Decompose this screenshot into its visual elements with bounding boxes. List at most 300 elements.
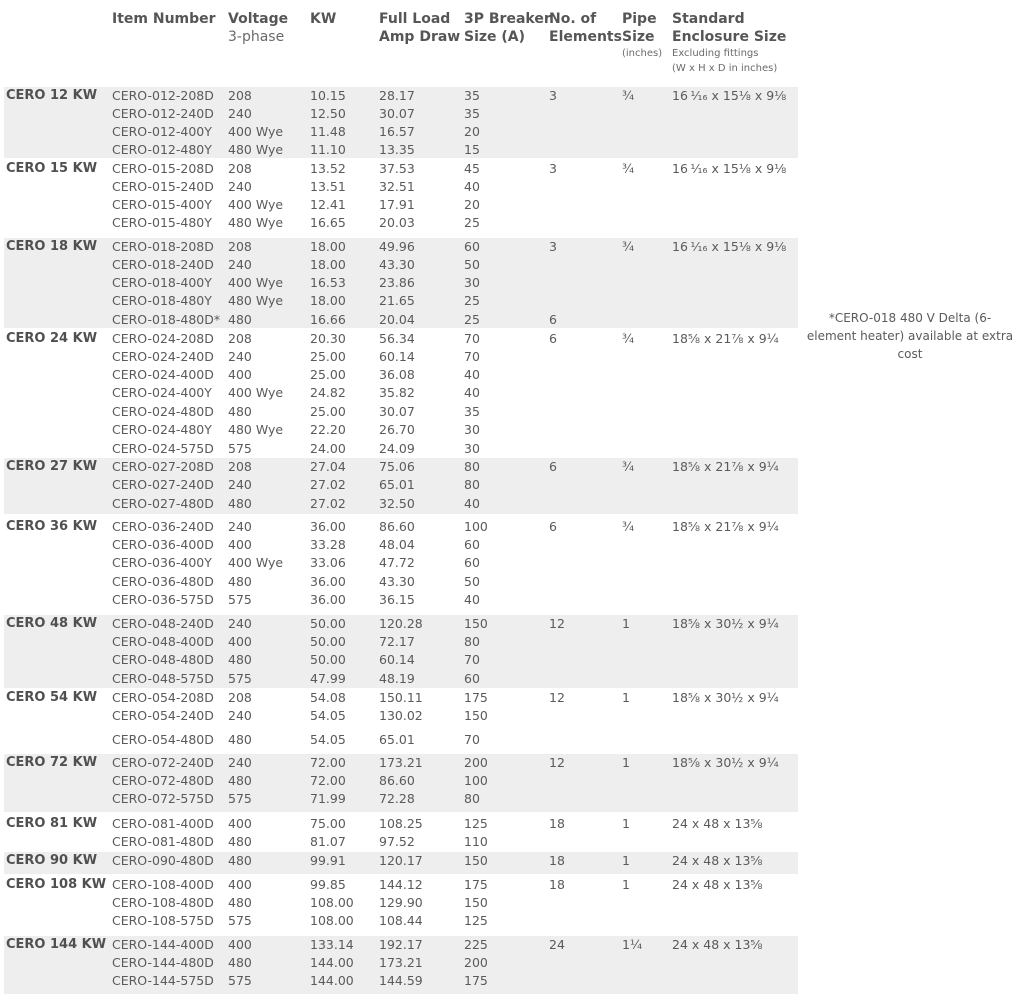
kw-cell: 50.00	[310, 634, 346, 649]
pipe-size-cell: 1	[622, 690, 630, 705]
breaker-size-cell: 35	[464, 88, 480, 103]
pipe-size-cell: 1	[622, 877, 630, 892]
amp-draw-cell: 120.17	[379, 853, 423, 868]
table-row	[4, 894, 798, 912]
item-number-cell: CERO-036-480D	[112, 574, 214, 589]
breaker-size-cell: 35	[464, 106, 480, 121]
amp-draw-cell: 36.08	[379, 367, 415, 382]
model-group-label: CERO 18 KW	[6, 239, 98, 254]
breaker-size-cell: 60	[464, 537, 480, 552]
table-row	[4, 256, 798, 274]
breaker-size-cell: 25	[464, 312, 480, 327]
voltage-cell: 575	[228, 913, 252, 928]
kw-cell: 144.00	[310, 973, 354, 988]
item-number-cell: CERO-072-480D	[112, 773, 214, 788]
item-number-cell: CERO-081-400D	[112, 816, 214, 831]
table-row	[4, 105, 798, 123]
voltage-cell: 400	[228, 816, 252, 831]
item-number-cell: CERO-012-208D	[112, 88, 214, 103]
voltage-cell: 400	[228, 634, 252, 649]
voltage-cell: 480	[228, 853, 252, 868]
pipe-size-cell: ¾	[622, 239, 635, 254]
voltage-cell: 400	[228, 367, 252, 382]
table-row	[4, 731, 798, 749]
item-number-cell: CERO-144-400D	[112, 937, 214, 952]
elements-cell: 3	[549, 88, 557, 103]
header-pipe-size	[622, 10, 662, 61]
amp-draw-cell: 24.09	[379, 441, 415, 456]
item-number-cell: CERO-015-240D	[112, 179, 214, 194]
enclosure-size-cell: 18⅝ x 30½ x 9¼	[672, 755, 779, 770]
item-number-cell: CERO-036-400D	[112, 537, 214, 552]
breaker-size-cell: 40	[464, 496, 480, 511]
amp-draw-cell: 47.72	[379, 555, 415, 570]
item-number-cell: CERO-054-240D	[112, 708, 214, 723]
amp-draw-cell: 65.01	[379, 477, 415, 492]
breaker-size-cell: 80	[464, 634, 480, 649]
kw-cell: 36.00	[310, 592, 346, 607]
amp-draw-cell: 36.15	[379, 592, 415, 607]
table-row	[4, 670, 798, 688]
elements-cell: 18	[549, 877, 565, 892]
item-number-cell: CERO-024-575D	[112, 441, 214, 456]
model-group	[4, 160, 798, 236]
breaker-size-cell: 150	[464, 895, 488, 910]
model-group-label: CERO 72 KW	[6, 755, 98, 770]
item-number-cell: CERO-144-575D	[112, 973, 214, 988]
breaker-size-cell: 150	[464, 708, 488, 723]
item-number-cell: CERO-024-208D	[112, 331, 214, 346]
elements-cell: 24	[549, 937, 565, 952]
breaker-size-cell: 200	[464, 955, 488, 970]
item-number-cell: CERO-036-240D	[112, 519, 214, 534]
breaker-size-cell: 80	[464, 459, 480, 474]
header-breaker-line2: Size (A)	[464, 29, 526, 45]
kw-cell: 36.00	[310, 574, 346, 589]
kw-cell: 18.00	[310, 257, 346, 272]
item-number-cell: CERO-024-240D	[112, 349, 214, 364]
item-number-cell: CERO-054-480D	[112, 732, 214, 747]
kw-cell: 99.91	[310, 853, 346, 868]
table-row	[4, 772, 798, 790]
item-number-cell: CERO-015-400Y	[112, 197, 212, 212]
breaker-size-cell: 70	[464, 331, 480, 346]
elements-cell: 6	[549, 519, 557, 534]
item-number-cell: CERO-090-480D	[112, 853, 214, 868]
voltage-cell: 480	[228, 773, 252, 788]
voltage-cell: 208	[228, 331, 252, 346]
table-row	[4, 458, 798, 476]
voltage-cell: 480 Wye	[228, 293, 284, 308]
amp-draw-cell: 129.90	[379, 895, 423, 910]
elements-cell: 12	[549, 616, 565, 631]
item-number-cell: CERO-015-480Y	[112, 215, 212, 230]
voltage-cell: 208	[228, 161, 252, 176]
amp-draw-cell: 30.07	[379, 106, 415, 121]
kw-cell: 81.07	[310, 834, 346, 849]
header-amp-line1: Full Load	[379, 11, 451, 27]
breaker-size-cell: 30	[464, 275, 480, 290]
header-enclosure-sub2: (W x H x D in inches)	[672, 63, 778, 74]
table-row	[4, 421, 798, 439]
amp-draw-cell: 192.17	[379, 937, 423, 952]
enclosure-size-cell: 18⅝ x 21⅞ x 9¼	[672, 331, 779, 346]
enclosure-size-cell: 24 x 48 x 13⅝	[672, 877, 763, 892]
breaker-size-cell: 200	[464, 755, 488, 770]
kw-cell: 16.65	[310, 215, 346, 230]
amp-draw-cell: 144.59	[379, 973, 423, 988]
pipe-size-cell: 1¼	[622, 937, 643, 952]
breaker-size-cell: 20	[464, 124, 480, 139]
model-group	[4, 936, 798, 994]
item-number-cell: CERO-081-480D	[112, 834, 214, 849]
table-row	[4, 651, 798, 669]
table-row	[4, 815, 798, 833]
kw-cell: 27.04	[310, 459, 346, 474]
breaker-size-cell: 15	[464, 142, 480, 157]
model-group-label: CERO 54 KW	[6, 690, 98, 705]
voltage-cell: 480	[228, 312, 252, 327]
model-group-label: CERO 81 KW	[6, 816, 98, 831]
enclosure-size-cell: 18⅝ x 30½ x 9¼	[672, 690, 779, 705]
item-number-cell: CERO-036-400Y	[112, 555, 212, 570]
item-number-cell: CERO-108-480D	[112, 895, 214, 910]
voltage-cell: 480	[228, 834, 252, 849]
voltage-cell: 480 Wye	[228, 422, 284, 437]
voltage-cell: 240	[228, 349, 252, 364]
amp-draw-cell: 75.06	[379, 459, 415, 474]
item-number-cell: CERO-048-480D	[112, 652, 214, 667]
voltage-cell: 240	[228, 106, 252, 121]
item-number-cell: CERO-054-208D	[112, 690, 214, 705]
pipe-size-cell: ¾	[622, 331, 635, 346]
model-group-label: CERO 12 KW	[6, 88, 98, 103]
breaker-size-cell: 25	[464, 293, 480, 308]
voltage-cell: 400 Wye	[228, 275, 284, 290]
header-enclosure-line2: Enclosure Size	[672, 29, 787, 45]
model-group	[4, 238, 798, 328]
voltage-cell: 575	[228, 592, 252, 607]
kw-cell: 54.08	[310, 690, 346, 705]
model-group-label: CERO 36 KW	[6, 519, 98, 534]
kw-cell: 24.00	[310, 441, 346, 456]
amp-draw-cell: 173.21	[379, 955, 423, 970]
header-pipe-line1: Pipe	[622, 11, 657, 27]
kw-cell: 133.14	[310, 937, 354, 952]
kw-cell: 12.41	[310, 197, 346, 212]
amp-draw-cell: 20.04	[379, 312, 415, 327]
voltage-cell: 400	[228, 537, 252, 552]
voltage-cell: 240	[228, 519, 252, 534]
amp-draw-cell: 60.14	[379, 652, 415, 667]
model-group-label: CERO 27 KW	[6, 459, 98, 474]
pipe-size-cell: ¾	[622, 519, 635, 534]
voltage-cell: 575	[228, 441, 252, 456]
kw-cell: 13.51	[310, 179, 346, 194]
breaker-size-cell: 45	[464, 161, 480, 176]
voltage-cell: 400 Wye	[228, 124, 284, 139]
kw-cell: 18.00	[310, 239, 346, 254]
kw-cell: 108.00	[310, 913, 354, 928]
breaker-size-cell: 60	[464, 239, 480, 254]
kw-cell: 99.85	[310, 877, 346, 892]
pipe-size-cell: ¾	[622, 459, 635, 474]
table-row	[4, 633, 798, 651]
enclosure-size-cell: 16 ¹⁄₁₆ x 15⅛ x 9⅛	[672, 239, 787, 254]
amp-draw-cell: 30.07	[379, 404, 415, 419]
item-number-cell: CERO-048-400D	[112, 634, 214, 649]
header-elements-line1: No. of	[549, 11, 597, 27]
enclosure-size-cell: 24 x 48 x 13⅝	[672, 937, 763, 952]
table-row	[4, 238, 798, 256]
voltage-cell: 400	[228, 937, 252, 952]
model-group	[4, 876, 798, 934]
elements-cell: 12	[549, 690, 565, 705]
amp-draw-cell: 28.17	[379, 88, 415, 103]
table-row	[4, 292, 798, 310]
kw-cell: 71.99	[310, 791, 346, 806]
header-amp-draw	[379, 10, 460, 46]
amp-draw-cell: 144.12	[379, 877, 423, 892]
table-row	[4, 366, 798, 384]
breaker-size-cell: 110	[464, 834, 488, 849]
kw-cell: 25.00	[310, 349, 346, 364]
amp-draw-cell: 173.21	[379, 755, 423, 770]
kw-cell: 16.53	[310, 275, 346, 290]
amp-draw-cell: 20.03	[379, 215, 415, 230]
kw-cell: 54.05	[310, 708, 346, 723]
item-number-cell: CERO-018-400Y	[112, 275, 212, 290]
amp-draw-cell: 108.44	[379, 913, 423, 928]
kw-cell: 50.00	[310, 652, 346, 667]
voltage-cell: 240	[228, 257, 252, 272]
item-number-cell: CERO-018-240D	[112, 257, 214, 272]
elements-cell: 3	[549, 161, 557, 176]
kw-cell: 18.00	[310, 293, 346, 308]
kw-cell: 11.10	[310, 142, 346, 157]
item-number-cell: CERO-012-240D	[112, 106, 214, 121]
table-row	[4, 591, 798, 609]
voltage-cell: 400 Wye	[228, 197, 284, 212]
breaker-size-cell: 70	[464, 732, 480, 747]
voltage-cell: 240	[228, 179, 252, 194]
amp-draw-cell: 13.35	[379, 142, 415, 157]
item-number-cell: CERO-024-400D	[112, 367, 214, 382]
table-row	[4, 348, 798, 366]
model-group	[4, 518, 798, 612]
model-group	[4, 815, 798, 851]
amp-draw-cell: 21.65	[379, 293, 415, 308]
breaker-size-cell: 25	[464, 215, 480, 230]
table-row	[4, 123, 798, 141]
table-row	[4, 495, 798, 513]
table-row	[4, 876, 798, 894]
breaker-size-cell: 175	[464, 973, 488, 988]
table-row	[4, 440, 798, 458]
table-row	[4, 833, 798, 851]
voltage-cell: 575	[228, 973, 252, 988]
breaker-size-cell: 50	[464, 574, 480, 589]
enclosure-size-cell: 18⅝ x 30½ x 9¼	[672, 616, 779, 631]
enclosure-size-cell: 16 ¹⁄₁₆ x 15⅛ x 9⅛	[672, 88, 787, 103]
amp-draw-cell: 97.52	[379, 834, 415, 849]
breaker-size-cell: 40	[464, 385, 480, 400]
voltage-cell: 480	[228, 732, 252, 747]
amp-draw-cell: 17.91	[379, 197, 415, 212]
item-number-cell: CERO-108-575D	[112, 913, 214, 928]
header-item-number-label: Item Number	[112, 11, 216, 27]
table-row	[4, 311, 798, 329]
item-number-cell: CERO-027-240D	[112, 477, 214, 492]
model-group	[4, 754, 798, 812]
amp-draw-cell: 37.53	[379, 161, 415, 176]
header-item-number	[112, 10, 216, 28]
voltage-cell: 480	[228, 574, 252, 589]
table-row	[4, 403, 798, 421]
table-row	[4, 518, 798, 536]
voltage-cell: 240	[228, 708, 252, 723]
table-row	[4, 754, 798, 772]
enclosure-size-cell: 24 x 48 x 13⅝	[672, 853, 763, 868]
amp-draw-cell: 108.25	[379, 816, 423, 831]
voltage-cell: 480	[228, 955, 252, 970]
voltage-cell: 480	[228, 652, 252, 667]
breaker-size-cell: 125	[464, 913, 488, 928]
item-number-cell: CERO-024-480D	[112, 404, 214, 419]
header-kw-label: KW	[310, 11, 337, 27]
table-row	[4, 330, 798, 348]
kw-cell: 50.00	[310, 616, 346, 631]
table-row	[4, 936, 798, 954]
kw-cell: 72.00	[310, 773, 346, 788]
enclosure-size-cell: 18⅝ x 21⅞ x 9¼	[672, 519, 779, 534]
breaker-size-cell: 225	[464, 937, 488, 952]
table-row	[4, 214, 798, 232]
kw-cell: 20.30	[310, 331, 346, 346]
header-breaker-line1: 3P Breaker	[464, 11, 551, 27]
header-pipe-sub: (inches)	[622, 48, 663, 59]
model-group-label: CERO 48 KW	[6, 616, 98, 631]
amp-draw-cell: 130.02	[379, 708, 423, 723]
header-elements-line2: Elements	[549, 29, 622, 45]
header-voltage-label: Voltage	[228, 11, 289, 27]
table-row	[4, 689, 798, 707]
amp-draw-cell: 16.57	[379, 124, 415, 139]
table-row	[4, 954, 798, 972]
model-group	[4, 87, 798, 158]
breaker-size-cell: 70	[464, 652, 480, 667]
elements-cell: 12	[549, 755, 565, 770]
breaker-size-cell: 20	[464, 197, 480, 212]
kw-cell: 36.00	[310, 519, 346, 534]
model-group	[4, 852, 798, 874]
kw-cell: 24.82	[310, 385, 346, 400]
kw-cell: 13.52	[310, 161, 346, 176]
table-row	[4, 790, 798, 808]
kw-cell: 16.66	[310, 312, 346, 327]
model-group-label: CERO 144 KW	[6, 937, 107, 952]
item-number-cell: CERO-027-208D	[112, 459, 214, 474]
model-group	[4, 458, 798, 514]
breaker-size-cell: 50	[464, 257, 480, 272]
voltage-cell: 480	[228, 496, 252, 511]
header-kw	[310, 10, 336, 28]
breaker-size-cell: 175	[464, 877, 488, 892]
item-number-cell: CERO-027-480D	[112, 496, 214, 511]
amp-draw-cell: 72.17	[379, 634, 415, 649]
item-number-cell: CERO-072-575D	[112, 791, 214, 806]
kw-cell: 72.00	[310, 755, 346, 770]
amp-draw-cell: 120.28	[379, 616, 423, 631]
header-voltage	[228, 10, 288, 46]
breaker-size-cell: 70	[464, 349, 480, 364]
voltage-cell: 240	[228, 477, 252, 492]
kw-cell: 33.28	[310, 537, 346, 552]
table-row	[4, 476, 798, 494]
item-number-cell: CERO-144-480D	[112, 955, 214, 970]
amp-draw-cell: 32.51	[379, 179, 415, 194]
voltage-cell: 480 Wye	[228, 142, 284, 157]
table-row	[4, 972, 798, 990]
header-enclosure-line1: Standard	[672, 11, 745, 27]
breaker-size-cell: 35	[464, 404, 480, 419]
header-enclosure	[672, 10, 786, 76]
kw-cell: 25.00	[310, 367, 346, 382]
item-number-cell: CERO-018-480D*	[112, 312, 221, 327]
pipe-size-cell: ¾	[622, 161, 635, 176]
voltage-cell: 400 Wye	[228, 385, 284, 400]
voltage-cell: 240	[228, 616, 252, 631]
table-row	[4, 178, 798, 196]
elements-cell: 18	[549, 816, 565, 831]
item-number-cell: CERO-048-575D	[112, 671, 214, 686]
breaker-size-cell: 150	[464, 853, 488, 868]
table-row	[4, 87, 798, 105]
pipe-size-cell: 1	[622, 853, 630, 868]
header-pipe-line2: Size	[622, 29, 655, 45]
breaker-size-cell: 40	[464, 179, 480, 194]
enclosure-size-cell: 18⅝ x 21⅞ x 9¼	[672, 459, 779, 474]
table-row	[4, 912, 798, 930]
kw-cell: 33.06	[310, 555, 346, 570]
breaker-size-cell: 150	[464, 616, 488, 631]
amp-draw-cell: 56.34	[379, 331, 415, 346]
pipe-size-cell: 1	[622, 755, 630, 770]
amp-draw-cell: 86.60	[379, 519, 415, 534]
model-group-label: CERO 108 KW	[6, 877, 107, 892]
header-enclosure-sub1: Excluding fittings	[672, 48, 759, 59]
table-row	[4, 852, 798, 870]
kw-cell: 108.00	[310, 895, 354, 910]
voltage-cell: 208	[228, 690, 252, 705]
breaker-size-cell: 40	[464, 367, 480, 382]
kw-cell: 75.00	[310, 816, 346, 831]
voltage-cell: 208	[228, 459, 252, 474]
amp-draw-cell: 60.14	[379, 349, 415, 364]
voltage-cell: 575	[228, 671, 252, 686]
kw-cell: 27.02	[310, 496, 346, 511]
model-group-label: CERO 15 KW	[6, 161, 98, 176]
item-number-cell: CERO-036-575D	[112, 592, 214, 607]
voltage-cell: 480	[228, 404, 252, 419]
amp-draw-cell: 72.28	[379, 791, 415, 806]
elements-cell: 6	[549, 331, 557, 346]
item-number-cell: CERO-018-208D	[112, 239, 214, 254]
amp-draw-cell: 150.11	[379, 690, 423, 705]
amp-draw-cell: 43.30	[379, 257, 415, 272]
kw-cell: 27.02	[310, 477, 346, 492]
elements-cell: 6	[549, 459, 557, 474]
